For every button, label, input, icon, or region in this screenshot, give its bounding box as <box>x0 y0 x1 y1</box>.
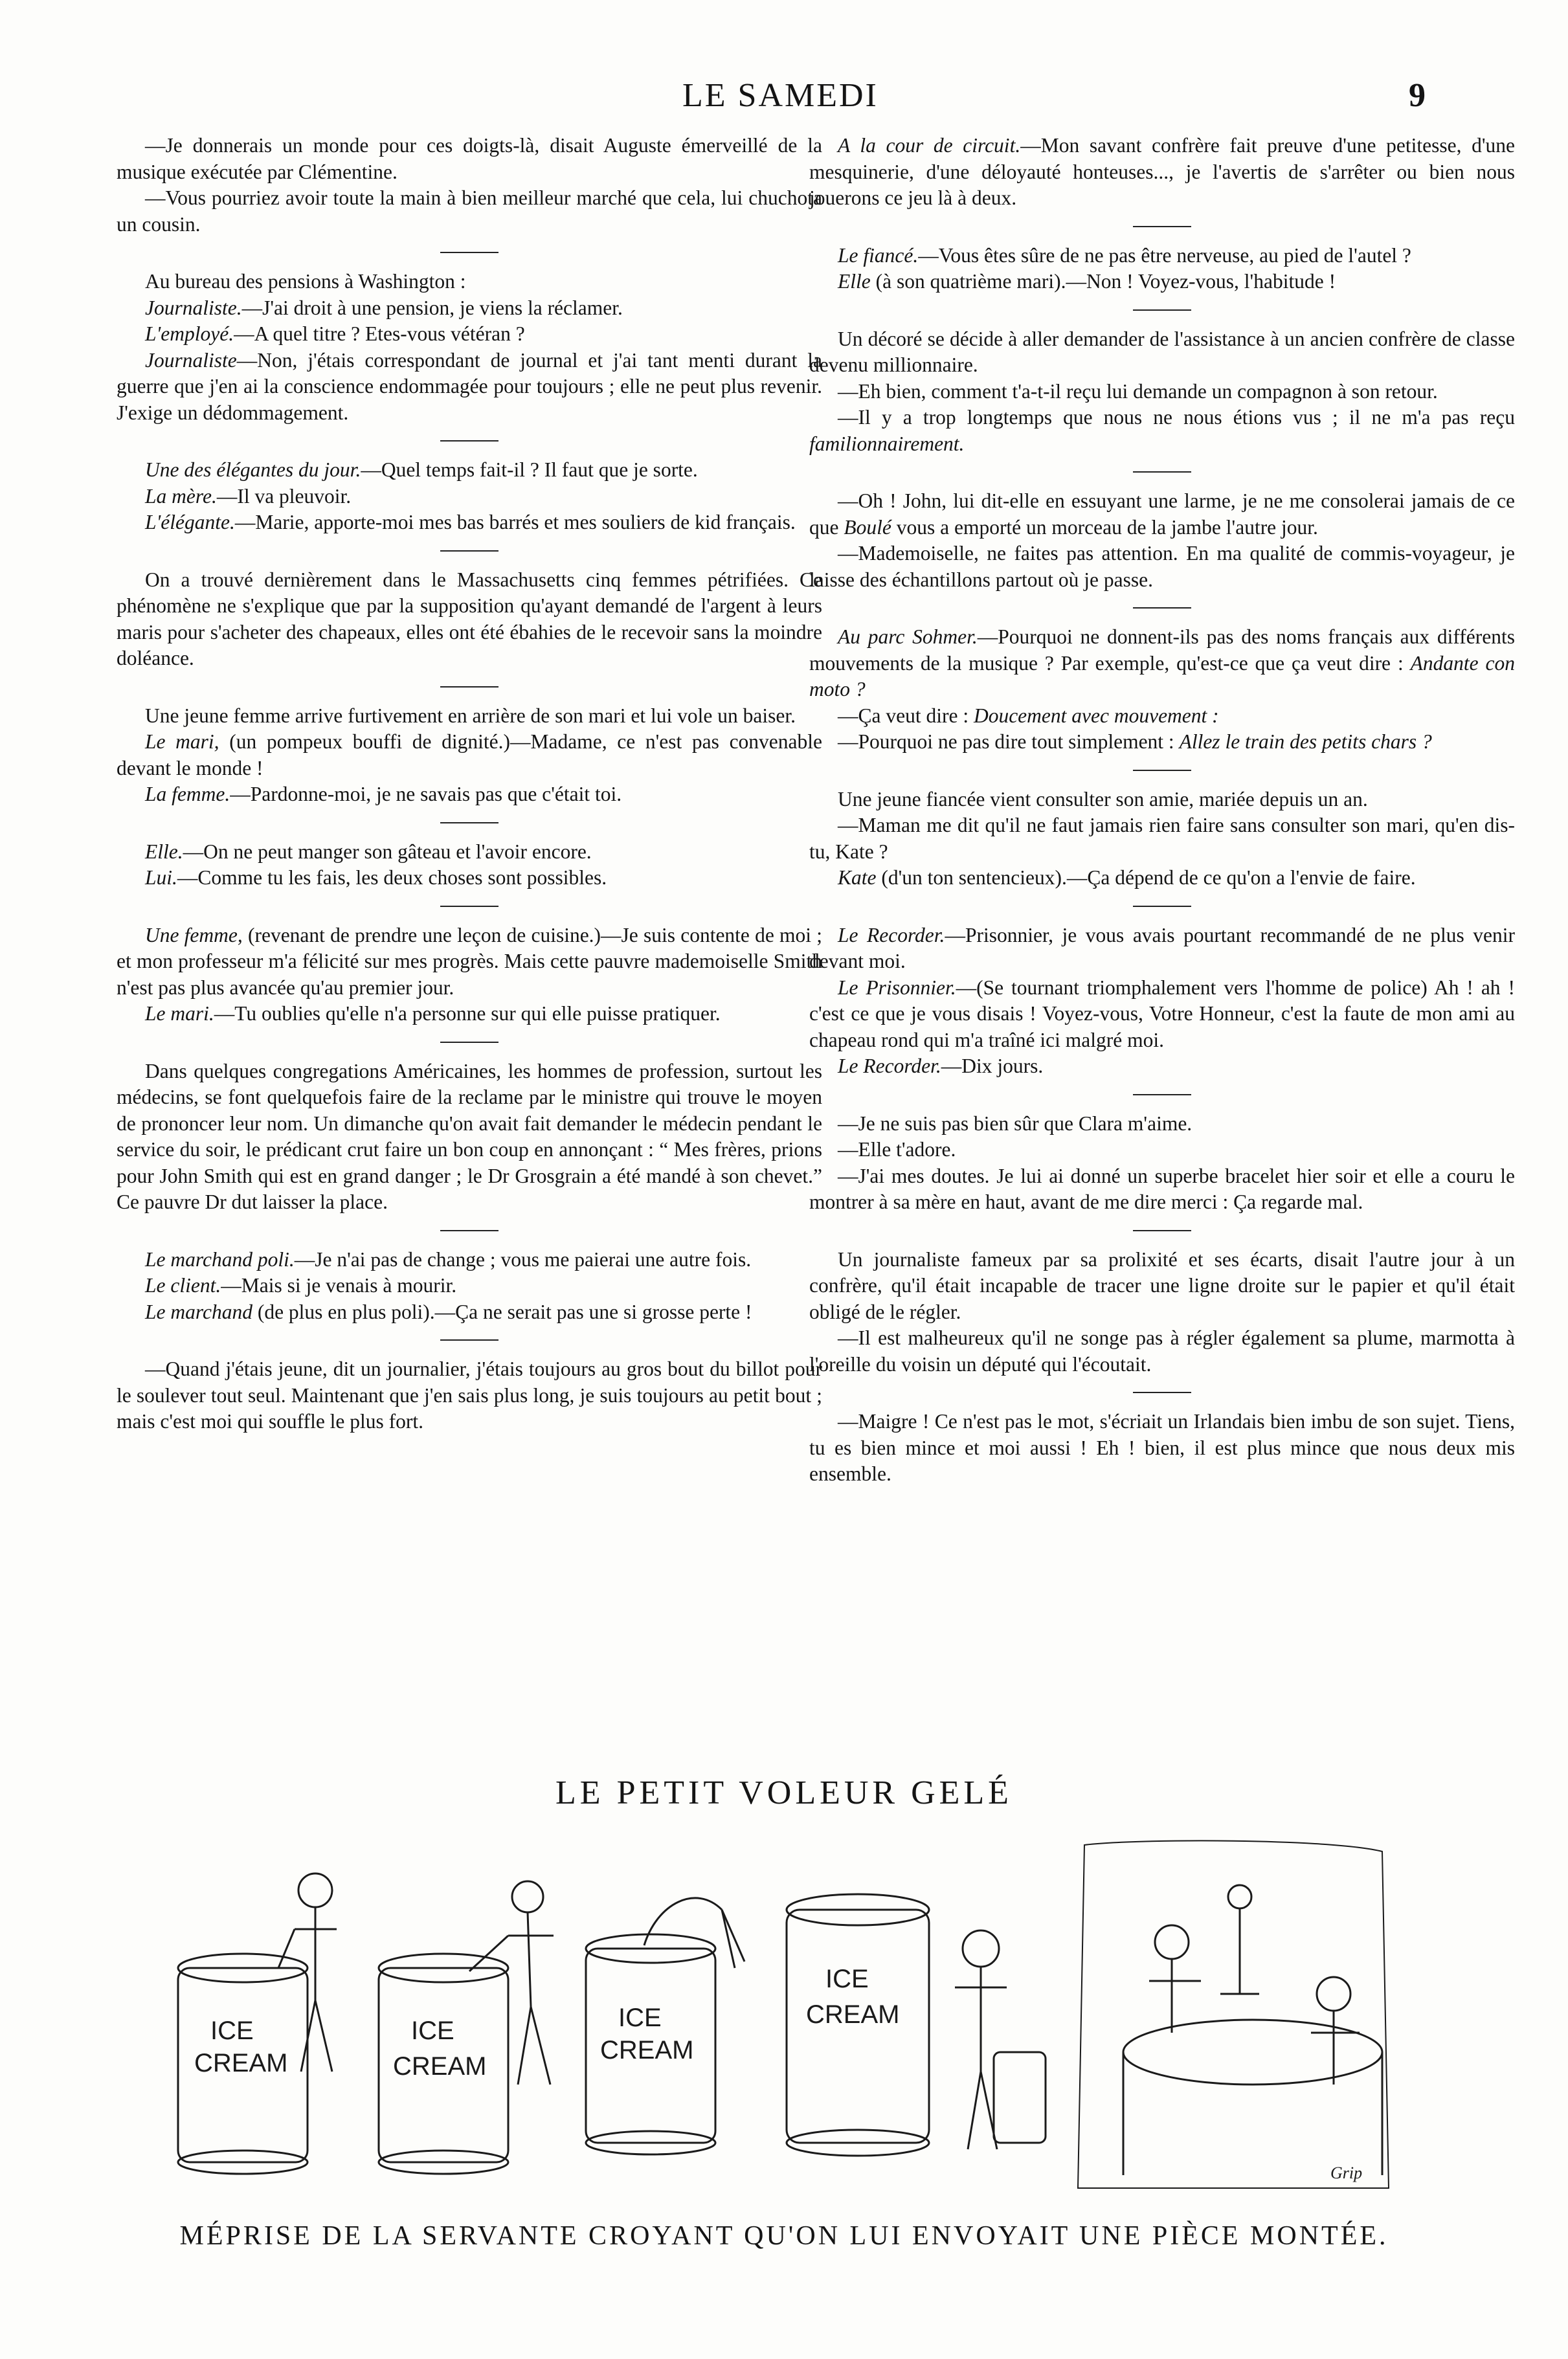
speaker-label: Une des élégantes du jour. <box>145 458 361 481</box>
cartoon-caption: MÉPRISE DE LA SERVANTE CROYANT QU'ON LUI ENVOYAIT UNE PIÈCE MONTÉE. <box>179 2221 1389 2251</box>
paragraph-text: Un décoré se décide à aller demander de l'assistance à un ancien confrère de classe devenu millionnaire. <box>809 327 1515 376</box>
paragraph <box>809 1053 1515 1080</box>
paragraph <box>809 703 1515 730</box>
paragraph <box>809 541 1515 593</box>
section-separator <box>440 686 498 688</box>
paragraph-text: —Vous êtes sûre de ne pas être nerveuse, au pied de l'autel ? <box>918 243 1411 267</box>
paragraph-text: vous a emporté un morceau de la jambe l'autre jour. <box>891 515 1318 539</box>
paragraph <box>117 1273 822 1299</box>
page-number: 9 <box>1409 77 1426 114</box>
section-separator <box>1133 1230 1191 1231</box>
right-column-item <box>809 1111 1515 1216</box>
paragraph-text: —Mon savant confrère fait preuve d'une petitesse, d'une mesquinerie, d'une déloyauté honteuses..., je l'avertis de s'arrêter ou bien nous jouerons ce jeu là à deux. <box>809 134 1516 209</box>
section-separator <box>440 1230 498 1231</box>
speaker-label: Elle <box>838 270 871 293</box>
left-column-item <box>117 1247 822 1326</box>
paragraph-text: —Eh bien, comment t'a-t-il reçu lui demande un compagnon à son retour. <box>838 379 1438 403</box>
left-column-item <box>117 1356 822 1435</box>
can-label-ice-1: ICE <box>210 2017 254 2045</box>
paragraph <box>809 922 1515 975</box>
paragraph-text: —Vous pourriez avoir toute la main à bien meilleur marché que cela, lui chuchota un cousin. <box>117 186 822 236</box>
paragraph <box>809 1111 1515 1137</box>
right-column-item <box>809 787 1515 891</box>
speaker-label: Le mari, <box>145 730 219 753</box>
paragraph-text: (de plus en plus poli).—Ça ne serait pas une si grosse perte ! <box>252 1300 752 1323</box>
left-column-item <box>117 133 822 238</box>
right-column <box>809 133 1515 1488</box>
paragraph <box>117 922 822 1001</box>
speaker-label: Kate <box>838 866 877 889</box>
paragraph-text: —Non, j'étais correspondant de journal et j'ai tant menti durant la guerre que j'en ai la conscience endommagée pour toujours ; elle ne peut plus revenir. J'exige un dédommagement. <box>117 348 822 424</box>
italic-phrase: Boulé <box>844 515 891 539</box>
speaker-label: Au parc Sohmer. <box>838 625 978 648</box>
paragraph <box>809 1163 1515 1216</box>
speaker-label: Elle. <box>145 840 183 863</box>
italic-phrase: familionnairement. <box>809 432 965 455</box>
section-separator <box>1133 226 1191 227</box>
paragraph <box>809 1325 1515 1378</box>
speaker-label: Le fiancé. <box>838 243 919 267</box>
paragraph-text: —J'ai droit à une pension, je viens la réclamer. <box>241 296 623 319</box>
paragraph <box>809 1137 1515 1163</box>
right-column-item <box>809 243 1515 295</box>
paragraph <box>117 865 822 891</box>
paragraph-text: —Elle t'adore. <box>838 1138 956 1161</box>
paragraph-text: —Je ne suis pas bien sûr que Clara m'aime. <box>838 1112 1193 1135</box>
paragraph-text: —Maman me dit qu'il ne faut jamais rien faire sans consulter son mari, qu'en dis-tu, Kate ? <box>809 814 1515 863</box>
paragraph-text: —On ne peut manger son gâteau et l'avoir encore. <box>183 840 592 863</box>
paragraph-text: Au bureau des pensions à Washington : <box>145 270 466 293</box>
section-separator <box>440 252 498 253</box>
paragraph-text: —Il est malheureux qu'il ne songe pas à régler également sa plume, marmotta à l'oreille du voisin un député qui l'écoutait. <box>809 1326 1515 1376</box>
italic-phrase: Andante con moto ? <box>809 651 1515 700</box>
panel-5 <box>1078 1840 1389 2188</box>
section-separator <box>1133 607 1191 609</box>
paragraph-text: —Prisonnier, je vous avais pourtant recommandé de ne plus venir devant moi. <box>809 923 1515 972</box>
left-column-item <box>117 567 822 672</box>
speaker-label: Journaliste. <box>145 296 242 319</box>
paragraph <box>117 567 822 672</box>
paragraph-text: (à son quatrième mari).—Non ! Voyez-vous, l'habitude ! <box>870 270 1336 293</box>
paragraph <box>117 1299 822 1326</box>
italic-phrase: Allez le train des petits chars ? <box>1179 730 1432 753</box>
section-separator <box>440 822 498 823</box>
paragraph-text: —Maigre ! Ce n'est pas le mot, s'écriait un Irlandais bien imbu de son sujet. Tiens, tu es bien mince et moi aussi ! Eh ! bien, il est plus mince que nous deux mis ensemble. <box>809 1410 1515 1485</box>
right-column-item <box>809 326 1515 458</box>
panel-2 <box>379 1881 554 2174</box>
paragraph <box>809 405 1515 457</box>
paragraph <box>809 1409 1515 1488</box>
left-column <box>117 133 822 1435</box>
section-separator <box>1133 770 1191 771</box>
paragraph-text: —Marie, apporte-moi mes bas barrés et mes souliers de kid français. <box>234 511 796 533</box>
speaker-label: L'employé. <box>145 322 234 345</box>
paragraph <box>809 269 1515 295</box>
can-label-ice-2: ICE <box>411 2017 454 2045</box>
paragraph-text: Dans quelques congregations Américaines, les hommes de profession, surtout les médecins, se font quelquefois faire de la reclame par le ministre qui trouve le moyen de prononcer leur nom. Un dimanche qu'on avait fait demander le médecin pendant le service du soir, le prédicant crut faire un bon coup en annonçant : “ Mes frères, prions pour John Smith qui est en grand danger ; le Dr Grosgrain a été mandé à son chevet.” Ce pauvre Dr dut laisser la place. <box>117 1059 822 1213</box>
italic-phrase: Doucement avec mouvement : <box>973 704 1219 727</box>
speaker-label: Lui. <box>145 866 177 889</box>
speaker-label: Le marchand poli. <box>145 1247 295 1271</box>
paragraph-text: —Mais si je venais à mourir. <box>221 1274 457 1297</box>
left-column-item <box>117 703 822 808</box>
right-column-item <box>809 488 1515 593</box>
paragraph <box>809 133 1515 212</box>
speaker-label: A la cour de circuit. <box>838 134 1021 157</box>
paragraph <box>809 624 1515 703</box>
speaker-label: Le Prisonnier. <box>838 976 956 999</box>
left-column-item <box>117 1058 822 1216</box>
section-separator <box>440 1339 498 1341</box>
paragraph-text: —Dix jours. <box>941 1055 1044 1077</box>
newspaper-title: LE SAMEDI <box>682 77 879 114</box>
paragraph <box>809 488 1515 541</box>
paragraph <box>117 321 822 348</box>
paragraph <box>117 1058 822 1216</box>
paragraph-text: —(Se tournant triomphalement vers l'homme de police) Ah ! ah ! c'est ce que je vous disais ! Voyez-vous, Votre Honneur, c'est la faute de mon ami au chapeau rond qui m'a traîné ici malgré moi. <box>809 976 1515 1051</box>
left-column-item <box>117 839 822 891</box>
paragraph-text: —Il y a trop longtemps que nous ne nous étions vus ; il ne m'a pas reçu <box>838 406 1515 429</box>
can-label-cream-1: CREAM <box>194 2049 288 2077</box>
paragraph <box>117 729 822 781</box>
paragraph-text: Un journaliste fameux par sa prolixité et ses écarts, disait l'autre jour à un confrère, qu'il était incapable de tracer une ligne droite sur le papier et qu'il était obligé de le régler. <box>809 1247 1515 1323</box>
paragraph <box>117 185 822 238</box>
paragraph <box>809 865 1515 891</box>
speaker-label: Journaliste <box>145 348 237 372</box>
paragraph <box>809 379 1515 405</box>
paragraph <box>117 703 822 730</box>
paragraph <box>117 484 822 510</box>
paragraph-text: —Je n'ai pas de change ; vous me paierai une autre fois. <box>294 1247 752 1271</box>
can-label-ice-4: ICE <box>825 1965 869 1993</box>
speaker-label: Le Recorder. <box>838 923 945 946</box>
paragraph <box>117 269 822 295</box>
can-label-cream-2: CREAM <box>393 2052 487 2081</box>
paragraph-text: (revenant de prendre une leçon de cuisine.)—Je suis contente de moi ; et mon professeur m'a félicité sur mes progrès. Mais cette pauvre mademoiselle Smith n'est pas plus avancée qu'au premier jour. <box>117 923 822 999</box>
paragraph-text: —Quand j'étais jeune, dit un journalier, j'étais toujours au gros bout du billot pour le soulever tout seul. Maintenant que j'en sais plus long, je suis toujours au petit bout ; mais c'est moi qui souffle le plus fort. <box>117 1358 822 1433</box>
paragraph <box>117 839 822 866</box>
paragraph <box>809 975 1515 1054</box>
speaker-label: Le Recorder. <box>838 1055 941 1077</box>
artist-signature: Grip <box>1330 2163 1363 2182</box>
right-column-item <box>809 624 1515 755</box>
paragraph-text: Une jeune fiancée vient consulter son amie, mariée depuis un an. <box>838 787 1368 811</box>
paragraph-text: —Tu oublies qu'elle n'a personne sur qui elle puisse pratiquer. <box>214 1002 721 1025</box>
paragraph <box>117 1247 822 1273</box>
speaker-label: La mère. <box>145 484 217 508</box>
speaker-label: Le client. <box>145 1274 221 1297</box>
panel-4 <box>787 1894 1046 2156</box>
speaker-label: Une femme, <box>145 923 243 946</box>
paragraph-text: —Ça veut dire : <box>838 704 974 727</box>
paragraph-text: —Il va pleuvoir. <box>216 484 352 508</box>
paragraph <box>809 1247 1515 1326</box>
speaker-label: L'élégante. <box>145 511 235 533</box>
paragraph <box>117 133 822 185</box>
paragraph <box>809 326 1515 379</box>
speaker-label: La femme. <box>145 783 230 805</box>
page-header <box>0 76 1568 115</box>
paragraph-text: Une jeune femme arrive furtivement en arrière de son mari et lui vole un baiser. <box>145 704 796 727</box>
paragraph-text: —Je donnerais un monde pour ces doigts-là, disait Auguste émerveillé de la musique exécutée par Clémentine. <box>117 134 822 183</box>
section-separator <box>440 440 498 442</box>
paragraph <box>809 787 1515 813</box>
right-column-item <box>809 922 1515 1080</box>
paragraph-text: —Oh ! John, lui dit-elle en essuyant une larme, je ne me consolerai jamais de ce que <box>809 489 1515 539</box>
speaker-label: Le marchand <box>145 1300 252 1323</box>
section-separator <box>1133 309 1191 311</box>
paragraph-text: —Pourquoi ne donnent-ils pas des noms français aux différents mouvements de la musique ? Par exemple, qu'est-ce que ça veut dire : <box>809 625 1515 675</box>
section-separator <box>440 1042 498 1043</box>
section-separator <box>1133 471 1191 473</box>
section-separator <box>1133 1392 1191 1393</box>
paragraph-text: —J'ai mes doutes. Je lui ai donné un superbe bracelet hier soir et elle a couru le montrer à sa mère en haut, avant de me dire merci : Ça regarde mal. <box>809 1164 1515 1213</box>
cartoon-strip <box>165 1839 1402 2201</box>
paragraph-text: (d'un ton sentencieux).—Ça dépend de ce qu'on a l'envie de faire. <box>876 866 1416 889</box>
cartoon-title: LE PETIT VOLEUR GELÉ <box>555 1774 1013 1811</box>
paragraph <box>117 781 822 808</box>
paragraph <box>809 729 1515 755</box>
can-label-cream-3: CREAM <box>600 2036 694 2064</box>
section-separator <box>440 550 498 552</box>
paragraph-text: —Pardonne-moi, je ne savais pas que c'était toi. <box>230 783 622 805</box>
left-column-item <box>117 269 822 426</box>
section-separator <box>1133 906 1191 907</box>
can-label-ice-3: ICE <box>618 2004 662 2032</box>
left-column-item <box>117 922 822 1027</box>
right-column-item <box>809 1409 1515 1488</box>
paragraph-text: —Pourquoi ne pas dire tout simplement : <box>838 730 1180 753</box>
paragraph-text: —Mademoiselle, ne faites pas attention. En ma qualité de commis-voyageur, je laisse des échantillons partout où je passe. <box>809 542 1515 591</box>
section-separator <box>1133 1094 1191 1095</box>
speaker-label: Le mari. <box>145 1002 214 1025</box>
section-separator <box>440 906 498 907</box>
can-label-cream-4: CREAM <box>806 2000 900 2029</box>
paragraph-text: —A quel titre ? Etes-vous vétéran ? <box>234 322 525 345</box>
panel-3 <box>586 1898 745 2154</box>
paragraph <box>117 509 822 536</box>
panel-1 <box>178 1873 337 2174</box>
paragraph-text: (un pompeux bouffi de dignité.)—Madame, ce n'est pas convenable devant le monde ! <box>117 730 823 779</box>
right-column-item <box>809 1247 1515 1378</box>
paragraph <box>117 1356 822 1435</box>
paragraph <box>117 1001 822 1027</box>
paragraph <box>809 243 1515 269</box>
paragraph <box>117 457 822 484</box>
paragraph <box>809 812 1515 865</box>
right-column-item <box>809 133 1515 212</box>
left-column-item <box>117 457 822 536</box>
paragraph <box>117 348 822 427</box>
paragraph-text: —Quel temps fait-il ? Il faut que je sorte. <box>361 458 698 481</box>
paragraph-text: On a trouvé dernièrement dans le Massachusetts cinq femmes pétrifiées. Ce phénomène ne s'explique que par la supposition qu'ayant demandé de l'argent à leurs maris pour s'acheter des chapeaux, elles ont été ébahies de le recevoir sans la moindre doléance. <box>117 568 822 669</box>
paragraph-text: —Comme tu les fais, les deux choses sont possibles. <box>177 866 607 889</box>
paragraph <box>117 295 822 322</box>
